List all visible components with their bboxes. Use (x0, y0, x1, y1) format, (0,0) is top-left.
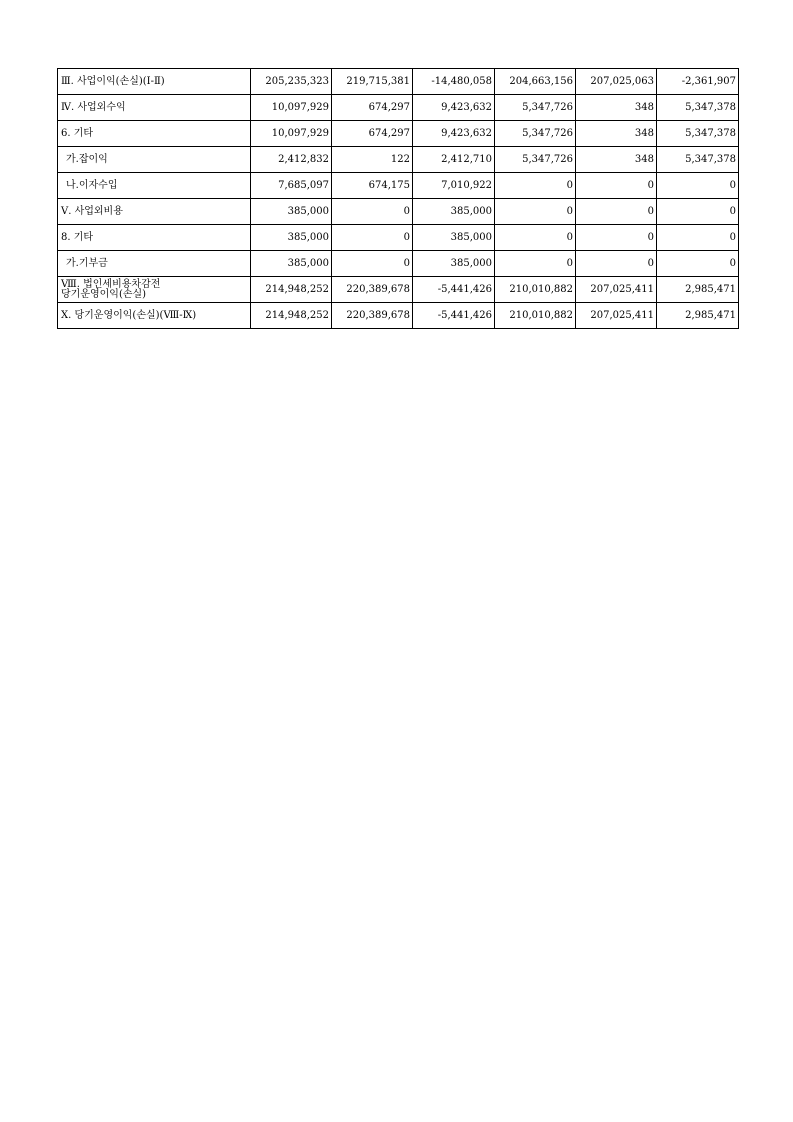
table-cell: 0 (495, 173, 576, 199)
table-cell: 5,347,726 (495, 147, 576, 173)
row-label: 나.이자수입 (58, 173, 251, 199)
table-cell: -5,441,426 (413, 303, 495, 329)
table-cell: 220,389,678 (332, 277, 413, 303)
table-cell: 7,685,097 (251, 173, 332, 199)
table-cell: 0 (576, 199, 657, 225)
financial-statement-table (57, 68, 739, 329)
table-cell: 214,948,252 (251, 277, 332, 303)
table-cell: 214,948,252 (251, 303, 332, 329)
table-cell: 2,412,710 (413, 147, 495, 173)
table-cell: -14,480,058 (413, 69, 495, 95)
table-row (58, 121, 739, 147)
table-body (58, 69, 739, 329)
table-cell: 0 (332, 251, 413, 277)
table-cell: 0 (657, 199, 739, 225)
row-label: 8. 기타 (58, 225, 251, 251)
table-cell: 207,025,063 (576, 69, 657, 95)
row-label: 6. 기타 (58, 121, 251, 147)
table-cell: 674,297 (332, 95, 413, 121)
row-label: Ⅲ. 사업이익(손실)(Ⅰ-Ⅱ) (58, 69, 251, 95)
table-cell: 9,423,632 (413, 121, 495, 147)
row-label-line: 당기운영이익(손실) (61, 288, 147, 300)
table-cell: 0 (576, 251, 657, 277)
table-cell: 0 (495, 225, 576, 251)
table-cell: 122 (332, 147, 413, 173)
table-row (58, 277, 739, 303)
row-label-line: Ⅷ. 법인세비용차감전 (61, 278, 161, 290)
table-row (58, 173, 739, 199)
table-cell: 348 (576, 147, 657, 173)
table-cell: 207,025,411 (576, 277, 657, 303)
table-cell: 0 (657, 225, 739, 251)
table-row (58, 225, 739, 251)
table-cell: 385,000 (251, 199, 332, 225)
row-label: 가.기부금 (58, 251, 251, 277)
table-cell: 385,000 (413, 225, 495, 251)
table-cell: 219,715,381 (332, 69, 413, 95)
table-cell: 385,000 (251, 251, 332, 277)
table-cell: 10,097,929 (251, 121, 332, 147)
table-cell: 205,235,323 (251, 69, 332, 95)
table-cell: 2,985,471 (657, 277, 739, 303)
table-cell: 0 (495, 199, 576, 225)
table-cell: 0 (576, 173, 657, 199)
table-cell: 5,347,378 (657, 121, 739, 147)
table-cell: 9,423,632 (413, 95, 495, 121)
table-cell: 2,985,471 (657, 303, 739, 329)
table-cell: 0 (657, 173, 739, 199)
table-row (58, 251, 739, 277)
table-cell: 0 (332, 199, 413, 225)
table-row (58, 199, 739, 225)
table-row (58, 147, 739, 173)
table-cell: 385,000 (413, 251, 495, 277)
table-row (58, 95, 739, 121)
table-cell: -5,441,426 (413, 277, 495, 303)
table-cell: 5,347,726 (495, 95, 576, 121)
row-label: Ⅳ. 사업외수익 (58, 95, 251, 121)
table-cell: 210,010,882 (495, 303, 576, 329)
table-cell: 0 (576, 225, 657, 251)
table-cell: 210,010,882 (495, 277, 576, 303)
table-cell: 0 (495, 251, 576, 277)
table-row (58, 303, 739, 329)
table-cell: 348 (576, 121, 657, 147)
row-label: 가.잡이익 (58, 147, 251, 173)
row-label: Ⅴ. 사업외비용 (58, 199, 251, 225)
row-label: Ⅹ. 당기운영이익(손실)(Ⅷ-Ⅸ) (58, 303, 251, 329)
table-cell: 0 (657, 251, 739, 277)
table-cell: 207,025,411 (576, 303, 657, 329)
table-cell: 674,297 (332, 121, 413, 147)
table-cell: 385,000 (251, 225, 332, 251)
table-cell: 0 (332, 225, 413, 251)
table-cell: 348 (576, 95, 657, 121)
table-cell: 385,000 (413, 199, 495, 225)
table-cell: 674,175 (332, 173, 413, 199)
table-cell: 2,412,832 (251, 147, 332, 173)
table-cell: 5,347,378 (657, 147, 739, 173)
table-cell: 5,347,726 (495, 121, 576, 147)
row-label (58, 277, 251, 303)
table-cell: 10,097,929 (251, 95, 332, 121)
table-cell: 204,663,156 (495, 69, 576, 95)
table-row (58, 69, 739, 95)
table-cell: 5,347,378 (657, 95, 739, 121)
table-cell: -2,361,907 (657, 69, 739, 95)
table-cell: 7,010,922 (413, 173, 495, 199)
table-cell: 220,389,678 (332, 303, 413, 329)
